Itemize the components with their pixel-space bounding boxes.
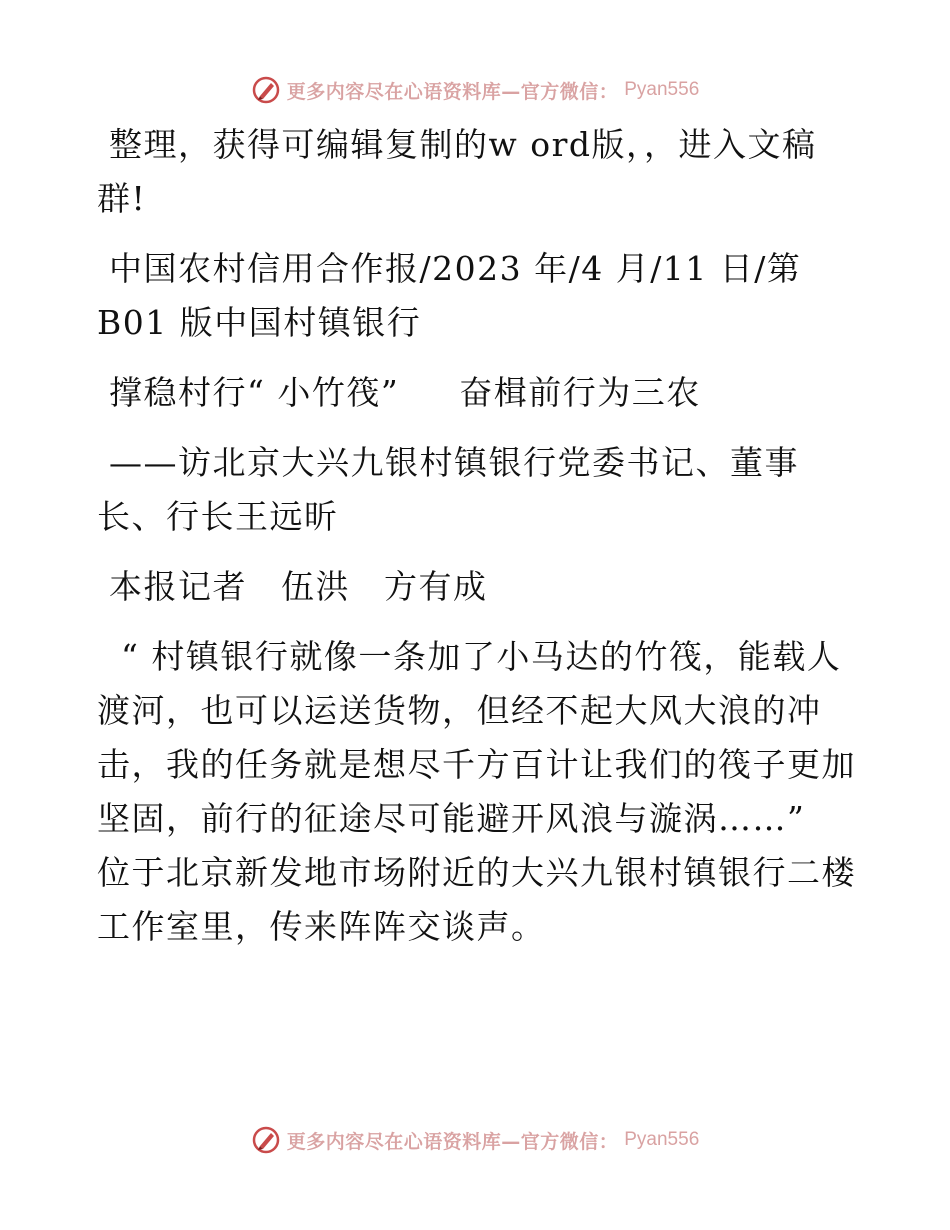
intro-line-2: 群!: [97, 179, 147, 218]
article-title-part-1: 撑稳村行“ 小竹筏”: [109, 373, 400, 412]
footer-watermark: [0, 1122, 950, 1158]
byline-label: 本报记者: [109, 567, 247, 606]
document-body: [97, 118, 857, 954]
byline-name-1: 伍洪: [281, 567, 350, 606]
body-line-5: 位于北京新发地市场附近的大兴九银村镇银行二楼: [97, 853, 856, 892]
watermark-wechat-id: Pyan556: [624, 79, 700, 100]
pen-logo-icon: [251, 1125, 281, 1155]
article-title-part-2: 奋楫前行为三农: [459, 373, 701, 412]
header-watermark: [0, 72, 950, 108]
byline: [97, 560, 857, 614]
body-line-6: 工作室里，传来阵阵交谈声。: [97, 907, 546, 946]
pen-logo-icon: [251, 75, 281, 105]
watermark-text: 更多内容尽在心语资料库—官方微信：: [286, 1130, 619, 1153]
source-line-2: B01 版中国村镇银行: [97, 303, 422, 342]
article-title: [97, 366, 857, 420]
article-subtitle-line-2: 长、行长王远昕: [97, 497, 339, 536]
watermark-text: 更多内容尽在心语资料库—官方微信：: [286, 80, 619, 103]
intro-line-1: 整理，获得可编辑复制的w ord版，，进入文稿: [109, 125, 817, 164]
watermark-wechat-id: Pyan556: [624, 1129, 700, 1150]
article-subtitle-line-1: ——访北京大兴九银村镇银行党委书记、董事: [109, 443, 799, 482]
byline-name-2: 方有成: [384, 567, 488, 606]
body-line-1: “ 村镇银行就像一条加了小马达的竹筏，能载人: [121, 637, 842, 676]
body-line-2: 渡河，也可以运送货物，但经不起大风大浪的冲: [97, 691, 822, 730]
body-line-3: 击，我的任务就是想尽千方百计让我们的筏子更加: [97, 745, 856, 784]
source-line-1: 中国农村信用合作报/2023 年/4 月/11 日/第: [109, 249, 802, 288]
body-line-4: 坚固，前行的征途尽可能避开风浪与漩涡……”: [97, 799, 806, 838]
